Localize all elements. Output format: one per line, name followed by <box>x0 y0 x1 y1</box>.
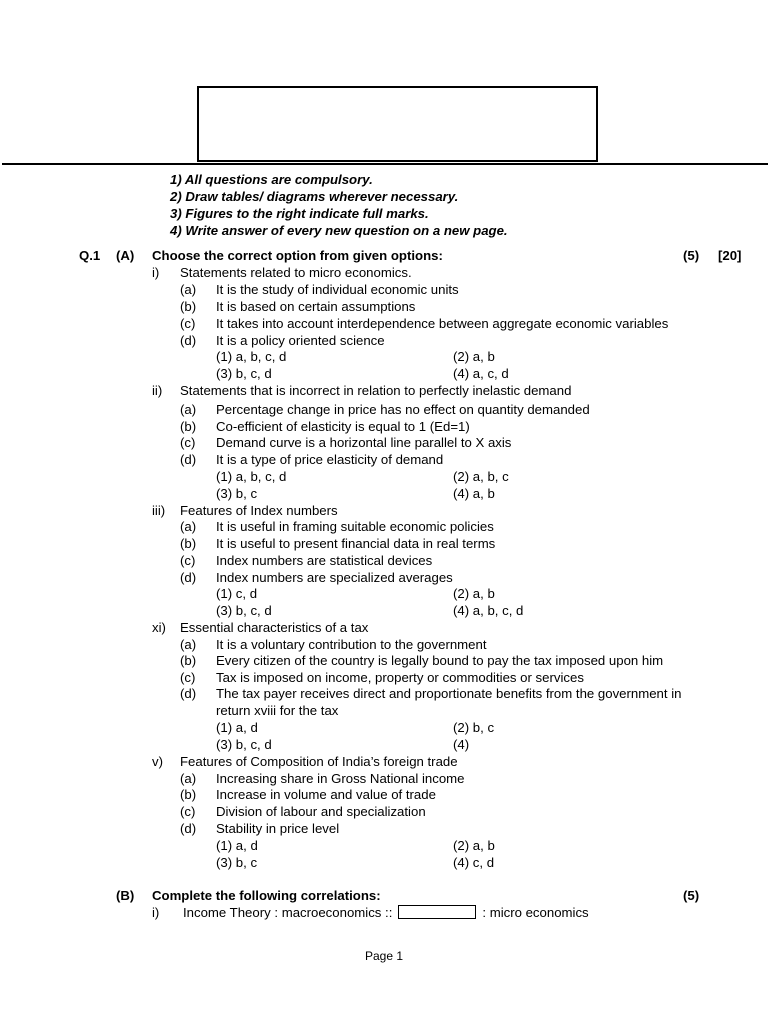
header-title-box <box>197 86 598 162</box>
instruction-item: 1) All questions are compulsory. <box>170 172 373 187</box>
answer-option: (2) a, b, c <box>453 469 509 484</box>
answer-option: (4) a, b, c, d <box>453 603 524 618</box>
statement-label: (a) <box>180 519 197 534</box>
statement-text: Division of labour and specialization <box>216 804 426 819</box>
statement-text: Increasing share in Gross National income <box>216 771 465 786</box>
statement-text: Co-efficient of elasticity is equal to 1 (Ed=1) <box>216 419 470 434</box>
instruction-item: 3) Figures to the right indicate full marks. <box>170 206 429 221</box>
answer-option: (1) a, d <box>216 720 258 735</box>
statement-label: (a) <box>180 771 197 786</box>
header-rule <box>2 163 768 165</box>
statement-text: Every citizen of the country is legally bound to pay the tax imposed upon him <box>216 653 664 668</box>
statement-text-continued: return xviii for the tax <box>216 703 339 718</box>
statement-text: Increase in volume and value of trade <box>216 787 436 802</box>
instruction-item: 4) Write answer of every new question on a new page. <box>170 223 508 238</box>
answer-option: (1) a, b, c, d <box>216 469 287 484</box>
statement-label: (a) <box>180 637 197 652</box>
answer-option: (2) a, b <box>453 349 495 364</box>
part-a-heading: Choose the correct option from given options: <box>152 248 443 263</box>
statement-label: (d) <box>180 686 197 701</box>
sub-question-stem: Features of Composition of India’s foreign trade <box>180 754 458 769</box>
answer-option: (2) a, b <box>453 586 495 601</box>
sub-question-number: iii) <box>152 503 166 518</box>
question-total-marks: [20] <box>718 248 742 263</box>
part-a-label: (A) <box>116 248 135 263</box>
answer-option: (3) b, c, d <box>216 737 272 752</box>
question-number: Q.1 <box>79 248 101 263</box>
statement-text: It is a voluntary contribution to the government <box>216 637 487 652</box>
sub-question-number: v) <box>152 754 163 769</box>
answer-option: (1) a, d <box>216 838 258 853</box>
statement-label: (c) <box>180 316 196 331</box>
correlation-number: i) <box>152 905 160 920</box>
statement-text: It is useful to present financial data in real terms <box>216 536 496 551</box>
answer-option: (3) b, c, d <box>216 603 272 618</box>
sub-question-stem: Features of Index numbers <box>180 503 338 518</box>
statement-label: (c) <box>180 435 196 450</box>
answer-blank-box <box>398 905 476 919</box>
statement-label: (d) <box>180 452 197 467</box>
statement-label: (c) <box>180 670 196 685</box>
answer-option: (4) c, d <box>453 855 495 870</box>
statement-label: (d) <box>180 333 197 348</box>
sub-question-stem: Essential characteristics of a tax <box>180 620 369 635</box>
statement-text: Demand curve is a horizontal line parallel to X axis <box>216 435 512 450</box>
page-number: Page 1 <box>365 949 404 963</box>
part-a-marks: (5) <box>683 248 700 263</box>
answer-option: (3) b, c <box>216 486 258 501</box>
statement-text: Index numbers are statistical devices <box>216 553 433 568</box>
correlation-left: Income Theory : macroeconomics :: <box>183 905 393 920</box>
statement-label: (a) <box>180 402 197 417</box>
statement-label: (c) <box>180 553 196 568</box>
answer-option: (1) a, b, c, d <box>216 349 287 364</box>
sub-question-stem: Statements that is incorrect in relation to perfectly inelastic demand <box>180 383 572 398</box>
statement-text: Stability in price level <box>216 821 340 836</box>
correlation-right: : micro economics <box>482 905 589 920</box>
statement-text: It is useful in framing suitable economic policies <box>216 519 494 534</box>
statement-text: The tax payer receives direct and proportionate benefits from the government in <box>216 686 682 701</box>
statement-text: Tax is imposed on income, property or commodities or services <box>216 670 584 685</box>
answer-option: (2) a, b <box>453 838 495 853</box>
statement-text: It takes into account interdependence between aggregate economic variables <box>216 316 669 331</box>
answer-option: (2) b, c <box>453 720 495 735</box>
answer-option: (3) b, c, d <box>216 366 272 381</box>
statement-label: (b) <box>180 536 197 551</box>
statement-text: It is a type of price elasticity of demand <box>216 452 444 467</box>
statement-label: (c) <box>180 804 196 819</box>
statement-text: It is based on certain assumptions <box>216 299 416 314</box>
statement-label: (d) <box>180 570 197 585</box>
part-b-label: (B) <box>116 888 135 903</box>
statement-text: Percentage change in price has no effect on quantity demanded <box>216 402 590 417</box>
statement-label: (b) <box>180 787 197 802</box>
answer-option: (4) a, b <box>453 486 495 501</box>
sub-question-number: i) <box>152 265 160 280</box>
statement-label: (d) <box>180 821 197 836</box>
statement-label: (b) <box>180 299 197 314</box>
answer-option: (4) a, c, d <box>453 366 509 381</box>
part-b-heading: Complete the following correlations: <box>152 888 381 903</box>
statement-text: Index numbers are specialized averages <box>216 570 453 585</box>
answer-option: (3) b, c <box>216 855 258 870</box>
statement-text: It is the study of individual economic units <box>216 282 459 297</box>
statement-label: (b) <box>180 653 197 668</box>
part-b-marks: (5) <box>683 888 700 903</box>
answer-option: (4) <box>453 737 470 752</box>
statement-text: It is a policy oriented science <box>216 333 385 348</box>
correlation-item <box>183 905 589 921</box>
statement-label: (a) <box>180 282 197 297</box>
sub-question-number: xi) <box>152 620 166 635</box>
sub-question-number: ii) <box>152 383 163 398</box>
statement-label: (b) <box>180 419 197 434</box>
answer-option: (1) c, d <box>216 586 258 601</box>
instruction-item: 2) Draw tables/ diagrams wherever necessary. <box>170 189 459 204</box>
sub-question-stem: Statements related to micro economics. <box>180 265 412 280</box>
